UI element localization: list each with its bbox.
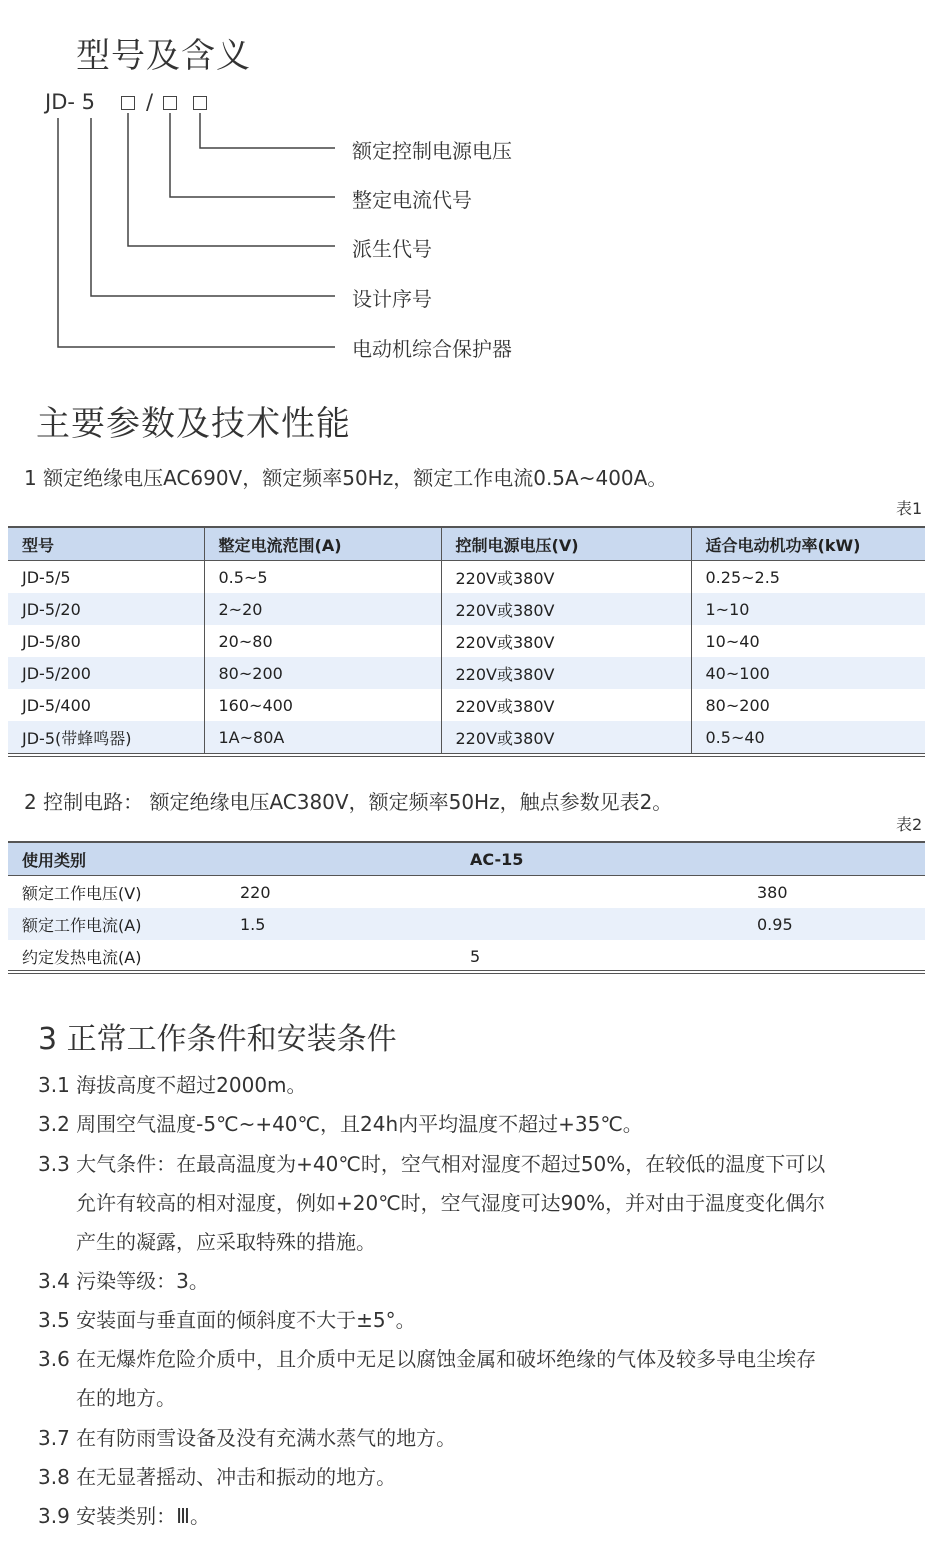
condition-line: 在的地方。: [76, 1386, 176, 1410]
condition-line: 3.5 安装面与垂直面的倾斜度不大于±5°。: [38, 1308, 416, 1332]
code-label-design: 设计序号: [352, 287, 432, 311]
code-label-product: 电动机综合保护器: [352, 337, 512, 361]
table-cell: 2~20: [204, 593, 441, 625]
table-cell: JD-5/20: [22, 599, 81, 619]
table-row: [8, 625, 925, 657]
table-cell: 1A~80A: [204, 721, 441, 753]
condition-line: 3.6 在无爆炸危险介质中，且介质中无足以腐蚀金属和破坏绝缘的气体及较多导电尘埃存: [38, 1347, 817, 1371]
section-title-model: 型号及含义: [76, 36, 251, 76]
table-cell: 1.5: [240, 914, 266, 934]
table2-header-value: AC-15: [226, 842, 925, 876]
table-cell: JD-5/200: [22, 663, 91, 683]
table-cell: 220V或380V: [441, 689, 691, 721]
code-prefix: JD- 5: [45, 90, 95, 114]
table-row: [8, 908, 925, 940]
code-slash: /: [146, 90, 154, 114]
condition-line: 3.8 在无显著摇动、冲击和振动的地方。: [38, 1465, 397, 1489]
table-1: [8, 526, 925, 753]
table-row: [8, 561, 925, 594]
table-row: [8, 876, 925, 909]
code-label-voltage: 额定控制电源电压: [352, 139, 512, 163]
table-cell: 220: [240, 882, 271, 902]
table-cell: 0.25~2.5: [691, 561, 925, 594]
table1-bottom-rule: [8, 753, 925, 757]
table-row: [8, 593, 925, 625]
table1-header-row: [8, 527, 925, 561]
table1-header-cell: 适合电动机功率(kW): [691, 527, 925, 561]
condition-line: 3.3 大气条件：在最高温度为+40℃时，空气相对湿度不超过50%，在较低的温度下可以: [38, 1152, 826, 1176]
table-cell: 220V或380V: [441, 625, 691, 657]
table2-header-row: [8, 842, 925, 876]
table-cell: [456, 876, 741, 909]
table1-tag: 表1: [896, 499, 923, 518]
table-cell: 额定工作电压(V): [22, 883, 142, 903]
condition-line: 允许有较高的相对湿度，例如+20℃时，空气湿度可达90%，并对由于温度变化偶尔: [76, 1191, 826, 1215]
table-cell: 10~40: [691, 625, 925, 657]
table-cell: 220V或380V: [441, 561, 691, 594]
table-cell: 220V或380V: [441, 593, 691, 625]
table-cell: 220V或380V: [441, 657, 691, 689]
params-paragraph-1: 1 额定绝缘电压AC690V，额定频率50Hz，额定工作电流0.5A~400A。: [24, 466, 668, 490]
table-cell: JD-5(带蜂鸣器): [22, 728, 132, 748]
table-row: [8, 721, 925, 753]
table-cell: [456, 908, 741, 940]
table-2: [8, 841, 925, 972]
table-cell: 80~200: [691, 689, 925, 721]
code-leader-lines: [0, 80, 620, 380]
table-cell: JD-5/5: [22, 567, 71, 587]
table-row: [8, 940, 925, 972]
condition-line: 3.7 在有防雨雪设备及没有充满水蒸气的地方。: [38, 1426, 457, 1450]
code-label-current: 整定电流代号: [352, 188, 472, 212]
table-cell: 5: [470, 946, 481, 966]
condition-line: 3.4 污染等级：3。: [38, 1269, 209, 1293]
table-cell: JD-5/400: [22, 695, 91, 715]
code-label-derivative: 派生代号: [352, 237, 432, 261]
table2-header-label: 使用类别: [8, 842, 226, 876]
condition-line: 产生的凝露，应采取特殊的措施。: [76, 1230, 376, 1254]
table2-tag: 表2: [896, 815, 923, 834]
table-row: [8, 657, 925, 689]
condition-line: 3.9 安装类别：Ⅲ。: [38, 1504, 210, 1528]
table-cell: 额定工作电流(A): [22, 915, 142, 935]
table-cell: 380: [757, 882, 788, 902]
table-cell: 220V或380V: [441, 721, 691, 753]
section-title-conditions: 3 正常工作条件和安装条件: [38, 1022, 397, 1057]
model-code-diagram: [0, 80, 620, 380]
table1-header-cell: 型号: [8, 527, 204, 561]
table-cell: 1~10: [691, 593, 925, 625]
params-paragraph-2: 2 控制电路： 额定绝缘电压AC380V，额定频率50Hz，触点参数见表2。: [24, 790, 673, 814]
table2-bottom-rule: [8, 970, 925, 974]
table-cell: 0.95: [757, 914, 793, 934]
table-cell: 0.5~5: [204, 561, 441, 594]
table-cell: 160~400: [204, 689, 441, 721]
table-cell: 20~80: [204, 625, 441, 657]
table-cell: 约定发热电流(A): [22, 947, 142, 967]
section-title-params: 主要参数及技术性能: [36, 404, 351, 444]
table-cell: 80~200: [204, 657, 441, 689]
table1-header-cell: 控制电源电压(V): [441, 527, 691, 561]
condition-line: 3.1 海拔高度不超过2000m。: [38, 1073, 307, 1097]
table-cell: 40~100: [691, 657, 925, 689]
table-row: [8, 689, 925, 721]
table-cell: JD-5/80: [22, 631, 81, 651]
condition-line: 3.2 周围空气温度-5℃~+40℃，且24h内平均温度不超过+35℃。: [38, 1112, 643, 1136]
table1-header-cell: 整定电流范围(A): [204, 527, 441, 561]
table-cell: 0.5~40: [691, 721, 925, 753]
